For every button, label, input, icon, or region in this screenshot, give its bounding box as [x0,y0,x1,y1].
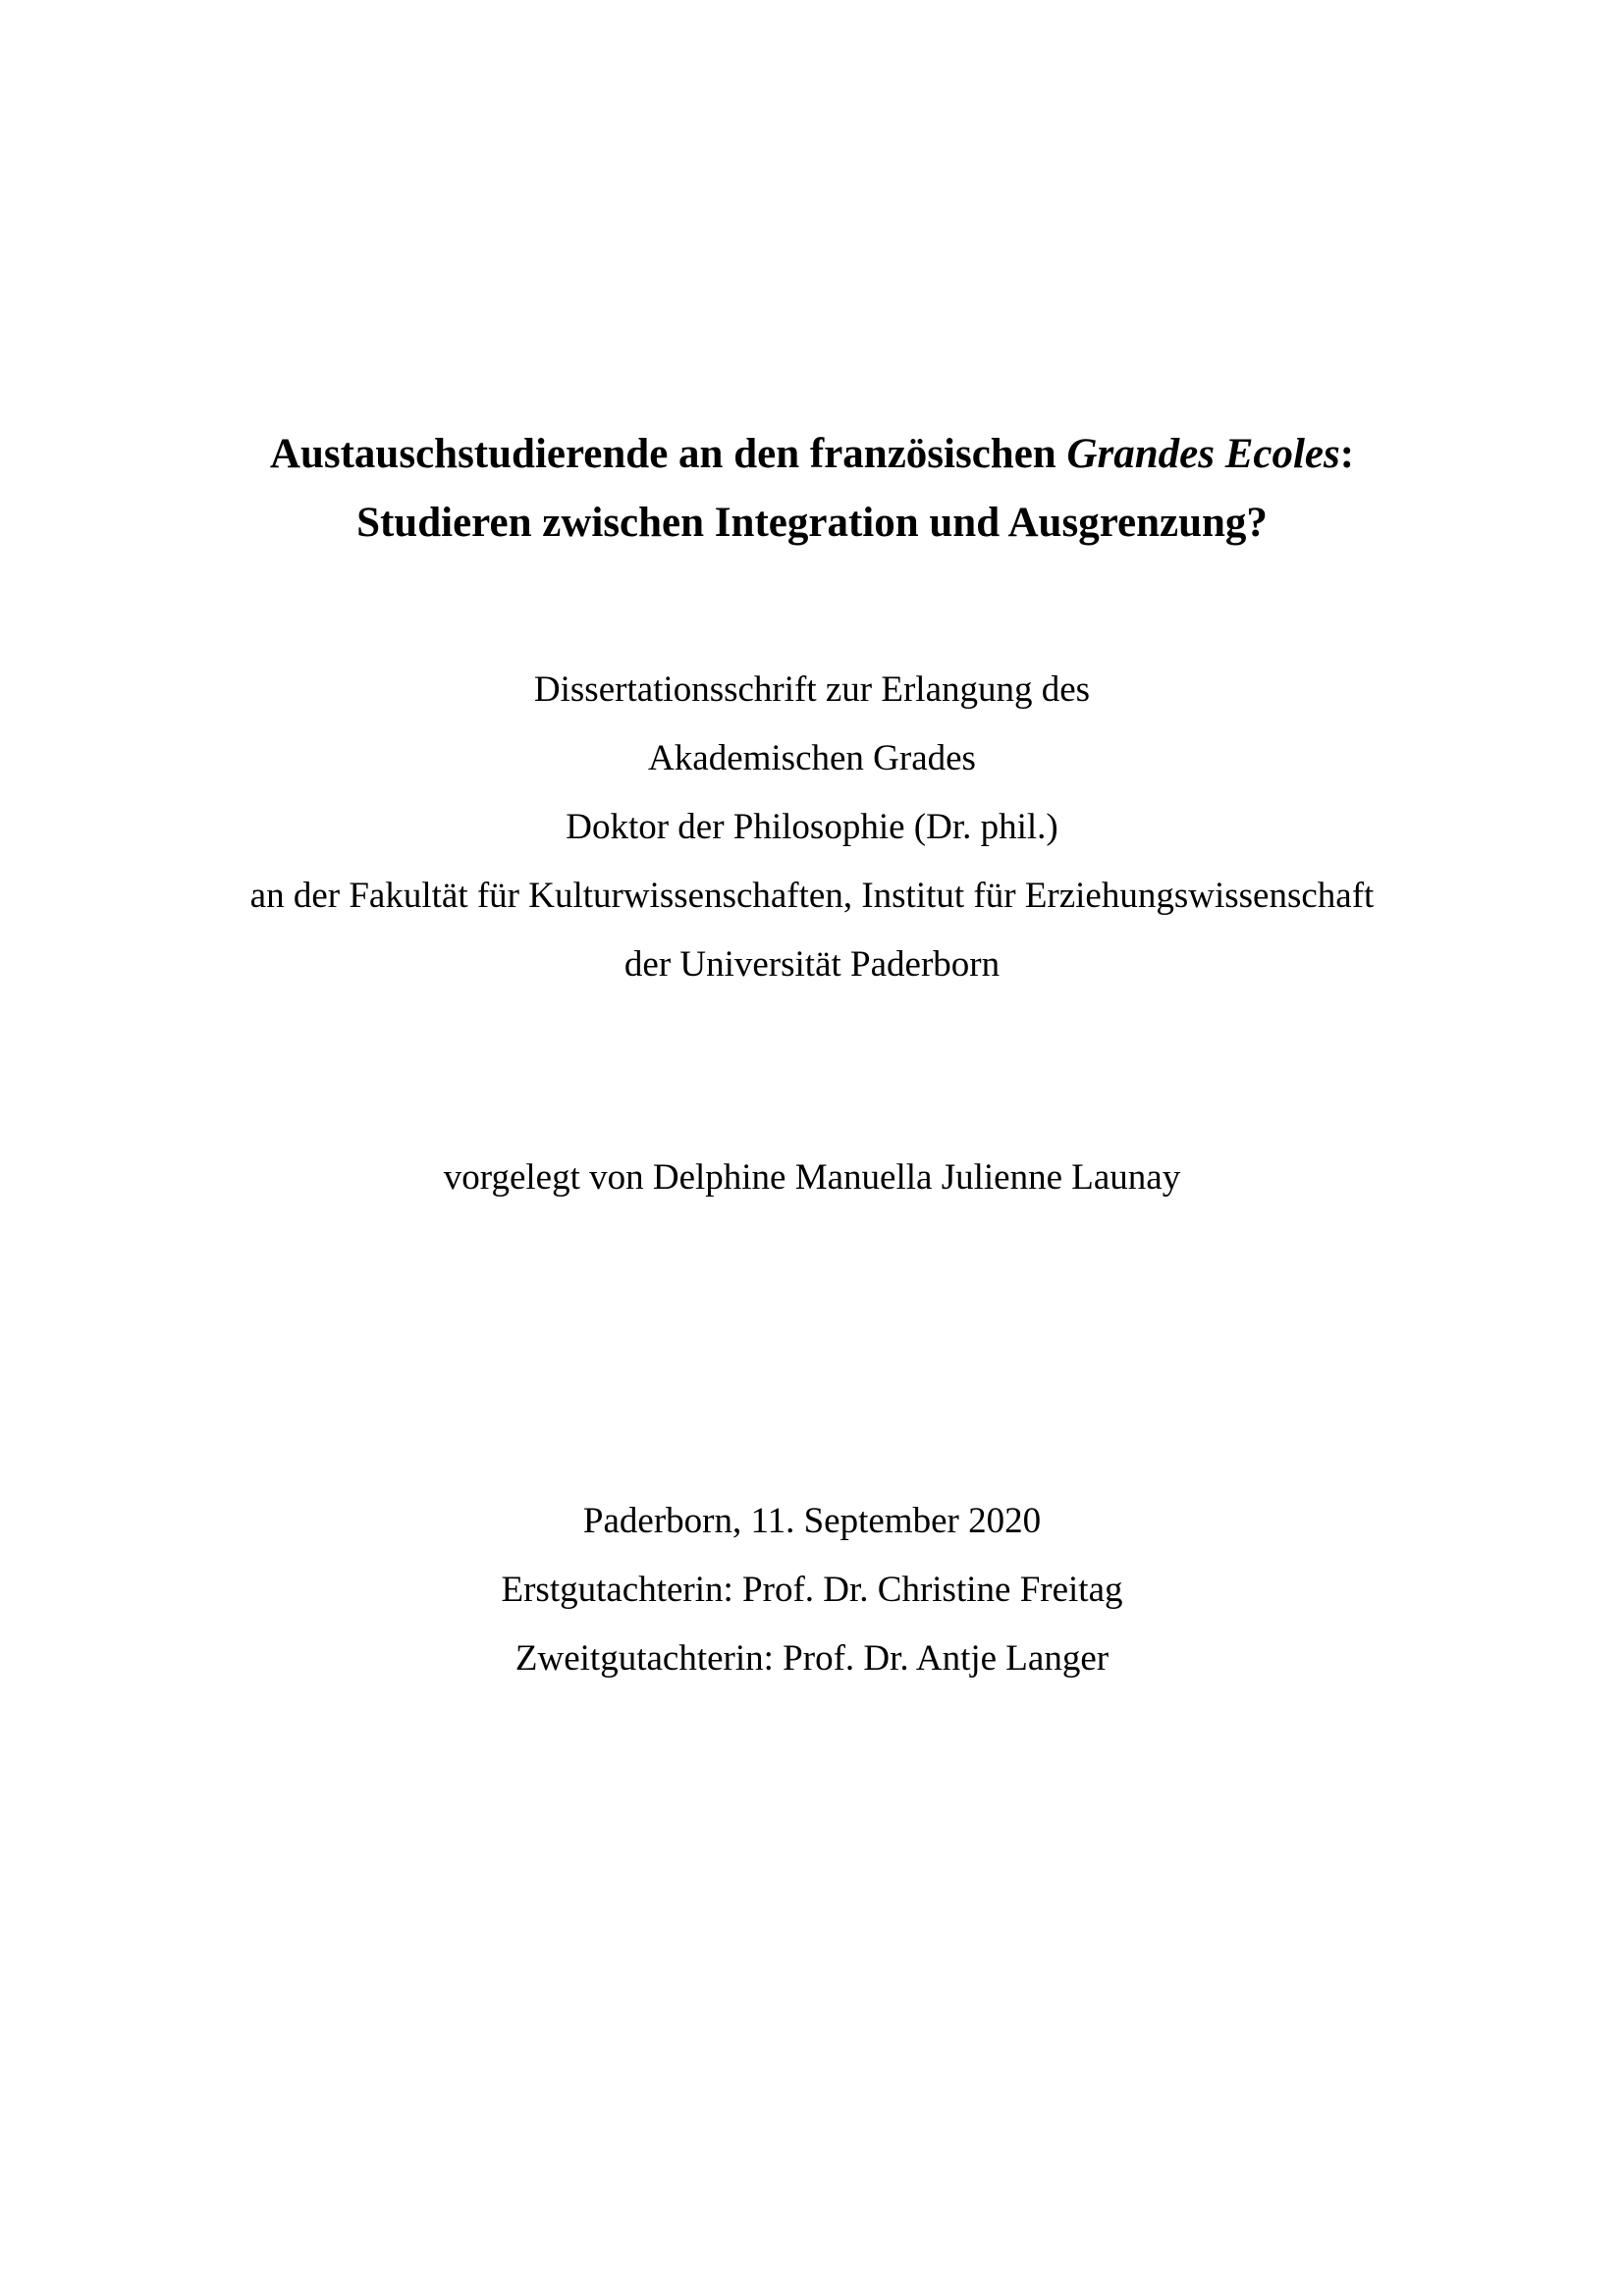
first-reviewer: Erstgutachterin: Prof. Dr. Christine Freitag [501,1570,1123,1610]
author-statement [0,1144,1624,1212]
degree-statement [0,656,1624,999]
title-line-1-prefix: Austauschstudierende an den französischen [269,431,1067,477]
title-line-1-suffix: : [1339,431,1355,477]
submission-details [0,1487,1624,1693]
title-line-2: Studieren zwischen Integration und Ausgrenzung? [356,500,1268,546]
degree-line-4: an der Fakultät für Kulturwissenschaften, Institut für Erziehungswissenschaft [249,876,1375,916]
title-line-1 [0,420,1624,489]
degree-line-1: Dissertationsschrift zur Erlangung des [533,669,1091,710]
degree-line-2: Akademischen Grades [648,738,976,778]
place-date: Paderborn, 11. September 2020 [582,1501,1042,1541]
degree-line-5: der Universität Paderborn [623,944,1001,985]
degree-line-3: Doktor der Philosophie (Dr. phil.) [566,807,1058,847]
document-title [0,420,1624,558]
title-line-1-italic: Grandes Ecoles [1066,431,1340,477]
second-reviewer: Zweitgutachterin: Prof. Dr. Antje Langer [514,1638,1110,1679]
author-line: vorgelegt von Delphine Manuella Julienne Launay [443,1157,1181,1198]
